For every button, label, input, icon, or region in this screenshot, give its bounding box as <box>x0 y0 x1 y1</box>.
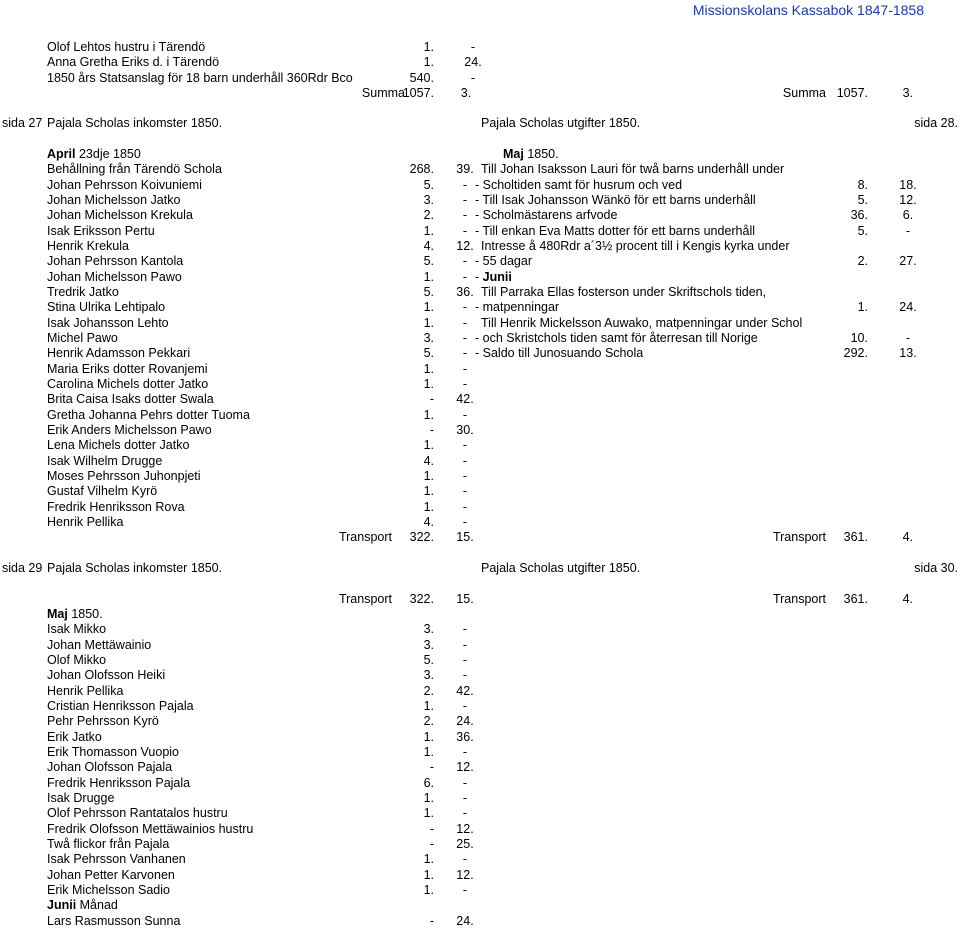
amount-rdr: 4. <box>423 514 434 529</box>
entry-name: Isak Drugge <box>47 790 115 805</box>
entry-name: Henrik Krekula <box>47 238 129 253</box>
entry-name: Johan Pehrsson Kantola <box>47 254 184 269</box>
amount-rdr: 1. <box>423 867 434 882</box>
entry-name: Isak Pehrsson Vanhanen <box>47 852 186 867</box>
entry-name: Henrik Pellika <box>47 683 124 698</box>
entry-name: Isak Eriksson Pertu <box>47 223 155 238</box>
amount-rdr: - <box>429 422 434 437</box>
transport-label-right: Transport <box>772 530 826 545</box>
dash: - <box>475 330 483 345</box>
amount-sk: - <box>470 70 476 85</box>
entry-text <box>475 224 755 239</box>
page-number-right: sida 30. <box>914 561 958 575</box>
entry-text <box>475 254 532 269</box>
entry-name: Isak Johansson Lehto <box>47 315 169 330</box>
amount-rdr: 1. <box>423 438 434 453</box>
entry-description: Scholmästarens arfvode <box>482 208 618 223</box>
entry-name: Gustaf Vilhelm Kyrö <box>47 484 158 499</box>
entry-name: Behållning från Tärendö Schola <box>47 162 222 177</box>
amount-sk-right: - <box>905 330 911 345</box>
entry-description: Till Johan Isaksson Lauri för twå barns underhåll under <box>481 162 785 177</box>
amount-sk-right: - <box>905 223 911 238</box>
date-heading-right-bold: Maj <box>503 147 524 161</box>
amount-sk: - <box>462 453 468 468</box>
amount-sk: - <box>462 208 468 223</box>
amount-sk: 36. <box>456 729 474 744</box>
amount-sk: 39. <box>456 162 474 177</box>
amount-rdr: 1. <box>423 698 434 713</box>
entry-name: Lena Michels dotter Jatko <box>47 438 190 453</box>
amount-sk: 25. <box>456 836 474 851</box>
month-heading <box>475 270 512 285</box>
amount-rdr: 3. <box>423 330 434 345</box>
date-heading <box>47 147 141 162</box>
entry-description: Till enkan Eva Matts dotter för ett barns underhåll <box>482 223 756 238</box>
amount-sk: - <box>462 269 468 284</box>
amount-rdr: 5. <box>423 177 434 192</box>
entry-name: Brita Caisa Isaks dotter Swala <box>47 392 214 407</box>
transport-sk-right: 4. <box>902 530 913 545</box>
amount-rdr: 2. <box>423 714 434 729</box>
entry-text <box>481 316 802 331</box>
amount-rdr: 2. <box>423 208 434 223</box>
amount-rdr: 3. <box>423 622 434 637</box>
amount-rdr: 1. <box>423 361 434 376</box>
entry-name: Isak Mikko <box>47 622 107 637</box>
amount-sk-right: 24. <box>899 300 917 315</box>
amount-sk: - <box>462 361 468 376</box>
date-heading-rest: 1850. <box>67 607 103 621</box>
entry-name: Anna Gretha Eriks d. i Tärendö <box>47 55 220 70</box>
entry-text <box>481 285 766 300</box>
entry-description: Intresse å 480Rdr a´3½ procent till i Kengis kyrka under <box>481 238 790 253</box>
amount-rdr-right: 36. <box>850 208 868 223</box>
entry-name: 1850 års Statsanslag för 18 barn underhåll 360Rdr Bco <box>47 70 353 85</box>
entry-description: Saldo till Junosuando Schola <box>482 346 644 361</box>
entry-name: Erik Jatko <box>47 729 102 744</box>
amount-sk: - <box>462 468 468 483</box>
amount-rdr: 4. <box>423 238 434 253</box>
entry-name: Fredrik Henriksson Rova <box>47 499 185 514</box>
amount-rdr: 1. <box>423 55 434 70</box>
amount-rdr: 5. <box>423 652 434 667</box>
dash: - <box>475 192 483 207</box>
amount-rdr-right: 1. <box>857 300 868 315</box>
section-title: Pajala Scholas inkomster 1850. <box>47 116 223 130</box>
amount-sk: - <box>462 652 468 667</box>
amount-sk: - <box>462 438 468 453</box>
amount-sk-right: 12. <box>899 192 917 207</box>
amount-sk: - <box>462 514 468 529</box>
entry-name: Henrik Pellika <box>47 514 124 529</box>
section-title-right: Pajala Scholas utgifter 1850. <box>481 561 641 575</box>
transport-sk-right: 4. <box>902 592 913 606</box>
amount-sk: - <box>462 668 468 683</box>
amount-rdr: 1. <box>423 484 434 499</box>
amount-rdr: 1. <box>423 300 434 315</box>
entry-name: Johan Michelsson Krekula <box>47 208 193 223</box>
date-heading-right <box>503 147 559 162</box>
entry-text <box>475 331 758 346</box>
amount-rdr: - <box>429 392 434 407</box>
amount-rdr-right: 10. <box>850 330 868 345</box>
entry-name: Fredrik Henriksson Pajala <box>47 775 191 790</box>
amount-sk-right: 6. <box>902 208 914 223</box>
entry-name: Fredrik Olofsson Mettäwainios hustru <box>47 821 254 836</box>
amount-sk: - <box>462 192 468 207</box>
month-heading-rest: Månad <box>76 898 118 913</box>
amount-sk: - <box>462 622 468 637</box>
entry-name: Isak Wilhelm Drugge <box>47 453 163 468</box>
summa-rdr-right: 1057. <box>836 85 868 100</box>
page-number: sida 27 <box>2 116 43 130</box>
date-heading-right-rest: 1850. <box>523 147 559 161</box>
entry-name: Gretha Johanna Pehrs dotter Tuoma <box>47 407 250 422</box>
transport-rdr-right: 361. <box>843 592 868 606</box>
entry-name: Erik Michelsson Sadio <box>47 882 170 897</box>
amount-sk: 24. <box>456 913 474 928</box>
transport-sk: 15. <box>456 592 474 606</box>
amount-sk: - <box>462 637 468 652</box>
amount-sk: 36. <box>456 284 474 299</box>
amount-sk: - <box>462 806 468 821</box>
entry-name: Olof Lehtos hustru i Tärendö <box>47 40 206 54</box>
amount-sk: 24. <box>456 714 474 729</box>
summa-sk: 3. <box>460 85 472 100</box>
amount-sk: - <box>462 790 468 805</box>
transport-label: Transport <box>338 530 392 545</box>
amount-rdr: 4. <box>423 453 434 468</box>
amount-sk: 12. <box>456 867 474 882</box>
entry-name: Johan Olofsson Heiki <box>47 668 166 683</box>
section-title-right: Pajala Scholas utgifter 1850. <box>481 116 641 130</box>
entry-name: Cristian Henriksson Pajala <box>47 698 194 713</box>
month-label: Junii <box>482 269 512 284</box>
amount-sk-right: 27. <box>899 254 917 269</box>
entry-description: Till Parraka Ellas fosterson under Skriftschols tiden, <box>481 284 767 299</box>
amount-rdr: 1. <box>423 852 434 867</box>
amount-sk: 12. <box>456 821 474 836</box>
date-heading-bold: Maj <box>47 607 68 621</box>
amount-rdr: 5. <box>423 254 434 269</box>
entry-name: Carolina Michels dotter Jatko <box>47 376 209 391</box>
amount-rdr: 1. <box>423 223 434 238</box>
summa-label-right: Summa <box>782 85 826 100</box>
amount-sk: - <box>462 315 468 330</box>
page-number: sida 29 <box>2 561 43 575</box>
entry-text <box>475 193 756 208</box>
amount-sk: - <box>462 775 468 790</box>
date-heading-bold: April <box>47 147 76 161</box>
entry-name: Pehr Pehrsson Kyrö <box>47 714 159 729</box>
amount-sk: 30. <box>456 422 474 437</box>
page-title: Missionskolans Kassabok 1847-1858 <box>692 2 924 18</box>
amount-rdr: 3. <box>423 668 434 683</box>
amount-rdr-right: 5. <box>857 223 868 238</box>
entry-name: Johan Mettäwainio <box>47 637 152 652</box>
dash: - <box>475 177 483 192</box>
entry-text <box>475 346 643 361</box>
amount-rdr: 540. <box>409 70 434 85</box>
amount-rdr: 5. <box>423 346 434 361</box>
amount-sk: - <box>462 330 468 345</box>
amount-rdr: 6. <box>423 775 434 790</box>
amount-sk: - <box>470 40 476 54</box>
month-heading-bold: Junii <box>47 898 77 913</box>
entry-name: Erik Anders Michelsson Pawo <box>47 422 212 437</box>
amount-rdr: 1. <box>423 468 434 483</box>
section-title: Pajala Scholas inkomster 1850. <box>47 561 223 575</box>
amount-sk: 42. <box>456 392 474 407</box>
amount-rdr-right: 2. <box>857 254 868 269</box>
amount-rdr: 1. <box>423 269 434 284</box>
amount-rdr-right: 5. <box>857 192 868 207</box>
transport-rdr-right: 361. <box>843 530 868 545</box>
transport-sk: 15. <box>456 530 474 545</box>
entry-name: Johan Michelsson Pawo <box>47 269 182 284</box>
transport-label: Transport <box>338 592 392 606</box>
amount-rdr-right: 8. <box>857 177 868 192</box>
entry-name: Johan Michelsson Jatko <box>47 192 181 207</box>
amount-sk: - <box>462 499 468 514</box>
entry-name: Johan Pehrsson Koivuniemi <box>47 177 202 192</box>
entry-text <box>481 239 790 254</box>
amount-sk: 42. <box>456 683 474 698</box>
entry-name: Michel Pawo <box>47 330 118 345</box>
dash: - <box>475 254 483 269</box>
entry-description: matpenningar <box>482 300 560 315</box>
amount-rdr: 1. <box>423 882 434 897</box>
entry-description: och Skristchols tiden samt för återresan till Norige <box>482 330 758 345</box>
amount-rdr: 268. <box>409 162 434 177</box>
entry-description: Till Isak Johansson Wänkö för ett barns underhåll <box>482 192 756 207</box>
entry-name: Olof Pehrsson Rantatalos hustru <box>47 806 228 821</box>
dash: - <box>475 223 483 238</box>
date-heading <box>47 607 103 622</box>
transport-rdr: 322. <box>409 592 434 606</box>
amount-sk-right: 18. <box>899 177 917 192</box>
dash: - <box>475 208 483 223</box>
amount-sk: - <box>462 744 468 759</box>
amount-rdr: - <box>429 913 434 928</box>
amount-rdr: 1. <box>423 407 434 422</box>
entry-name: Erik Thomasson Vuopio <box>47 744 180 759</box>
dash: - <box>475 300 483 315</box>
entry-name: Moses Pehrsson Juhonpjeti <box>47 468 201 483</box>
amount-rdr: - <box>429 760 434 775</box>
amount-rdr: 5. <box>423 284 434 299</box>
dash: - <box>475 346 483 361</box>
amount-sk: - <box>462 484 468 499</box>
amount-rdr: 1. <box>423 806 434 821</box>
summa-rdr: 1057. <box>402 85 434 100</box>
entry-description: Till Henrik Mickelsson Auwako, matpenningar under Schol <box>481 315 803 330</box>
amount-sk: - <box>462 407 468 422</box>
entry-name: Lars Rasmusson Sunna <box>47 913 181 928</box>
entry-description: 55 dagar <box>482 254 532 269</box>
amount-rdr: 1. <box>423 790 434 805</box>
amount-sk: - <box>462 177 468 192</box>
amount-rdr: 1. <box>423 744 434 759</box>
amount-rdr: 1. <box>423 40 434 54</box>
amount-sk: 12. <box>456 238 474 253</box>
amount-sk-right: 13. <box>899 346 917 361</box>
amount-sk: - <box>462 223 468 238</box>
amount-sk: 12. <box>456 760 474 775</box>
entry-text <box>475 300 559 315</box>
entry-name: Henrik Adamsson Pekkari <box>47 346 191 361</box>
amount-rdr: - <box>429 836 434 851</box>
amount-rdr: 1. <box>423 376 434 391</box>
amount-sk: 24. <box>464 55 482 70</box>
amount-sk: - <box>462 376 468 391</box>
entry-text <box>475 208 617 223</box>
transport-label-right: Transport <box>772 592 826 606</box>
amount-sk: - <box>462 346 468 361</box>
amount-sk: - <box>462 852 468 867</box>
amount-rdr: 1. <box>423 729 434 744</box>
amount-rdr: 3. <box>423 192 434 207</box>
dash: - <box>475 269 483 284</box>
summa-label: Summa <box>361 85 405 100</box>
entry-name: Tredrik Jatko <box>47 284 119 299</box>
month-heading <box>47 898 118 913</box>
amount-rdr: 2. <box>423 683 434 698</box>
entry-name: Johan Olofsson Pajala <box>47 760 173 775</box>
entry-name: Stina Ulrika Lehtipalo <box>47 300 166 315</box>
amount-sk: - <box>462 698 468 713</box>
entry-text <box>475 178 682 193</box>
amount-sk: - <box>462 254 468 269</box>
amount-rdr: 1. <box>423 499 434 514</box>
amount-sk: - <box>462 300 468 315</box>
entry-name: Twå flickor från Pajala <box>47 836 170 851</box>
entry-name: Johan Petter Karvonen <box>47 867 175 882</box>
page-number-right: sida 28. <box>914 116 958 130</box>
amount-rdr-right: 292. <box>843 346 868 361</box>
transport-rdr: 322. <box>409 530 434 545</box>
entry-name: Maria Eriks dotter Rovanjemi <box>47 361 208 376</box>
entry-name: Olof Mikko <box>47 652 107 667</box>
amount-rdr: 3. <box>423 637 434 652</box>
amount-rdr: - <box>429 821 434 836</box>
date-heading-rest: 23dje 1850 <box>75 147 141 161</box>
amount-sk: - <box>462 882 468 897</box>
amount-rdr: 1. <box>423 315 434 330</box>
entry-description: Scholtiden samt för husrum och ved <box>482 177 683 192</box>
entry-text <box>481 162 784 177</box>
summa-sk-right: 3. <box>902 85 913 100</box>
